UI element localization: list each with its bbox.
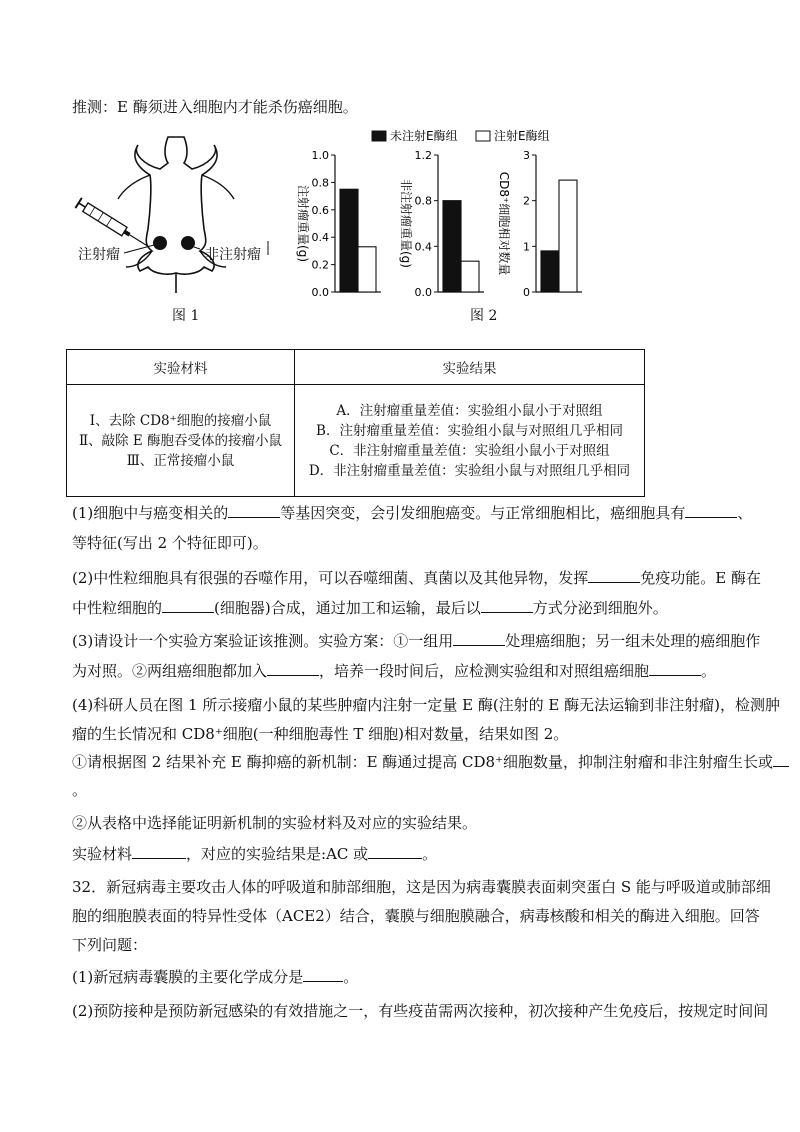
result-item: C．非注射瘤重量差值：实验组小鼠小于对照组 — [329, 442, 610, 459]
q32-line5: (2)预防接种是预防新冠感染的有效措施之一，有些疫苗需两次接种，初次接种产生免疫后，按规定时间间 — [72, 1002, 769, 1020]
bar — [358, 247, 376, 292]
table-header-results: 实验结果 — [295, 350, 645, 385]
material-item: Ⅰ、去除 CD8⁺细胞的接瘤小鼠 — [89, 412, 272, 429]
mouse-figure — [72, 125, 282, 295]
answer-blank[interactable] — [649, 661, 701, 676]
result-item: B．注射瘤重量差值：实验组小鼠与对照组几乎相同 — [316, 422, 623, 439]
intro-text: 推测：E 酶须进入细胞内才能杀伤癌细胞。 — [72, 98, 358, 116]
label-injected-tumor: 注射瘤 — [78, 247, 120, 263]
y-axis-label: 非注射瘤重量(g) — [399, 179, 413, 268]
experiment-table — [66, 349, 645, 497]
y-tick-label: 1.0 — [311, 149, 329, 162]
y-tick-label: 0.8 — [311, 176, 329, 190]
answer-blank[interactable] — [267, 661, 319, 676]
answer-blank[interactable] — [162, 598, 214, 613]
answer-blank[interactable] — [453, 631, 505, 646]
y-tick-label: 2 — [523, 194, 530, 208]
q4-line2: 瘤的生长情况和 CD8⁺细胞(一种细胞毒性 T 细胞)相对数量，结果如图 2。 — [72, 725, 569, 743]
q32-line4: (1)新冠病毒囊膜的主要化学成分是 。 — [72, 968, 359, 986]
legend-swatch — [476, 131, 490, 141]
y-tick-label: 0.4 — [311, 231, 329, 245]
y-tick-label: 0.0 — [311, 286, 329, 299]
answer-blank[interactable] — [303, 967, 343, 982]
q32-line1: 32．新冠病毒主要攻击人体的呼吸道和肺部细胞，这是因为病毒囊膜表面刺突蛋白 S 能与呼吸道或肺部细 — [72, 878, 771, 896]
bar — [541, 251, 559, 292]
material-item: Ⅱ、敲除 E 酶胞吞受体的接瘤小鼠 — [78, 432, 283, 449]
q32-line2: 胞的细胞膜表面的特异性受体（ACE2）结合，囊膜与细胞膜融合，病毒核酸和相关的酶进入细胞。回答 — [72, 907, 760, 925]
q1-line2: 等特征(写出 2 个特征即可)。 — [72, 534, 268, 552]
answer-blank[interactable] — [228, 503, 280, 518]
material-item: Ⅲ、正常接瘤小鼠 — [126, 452, 235, 469]
answer-blank[interactable] — [773, 752, 789, 767]
y-tick-label: 0.6 — [311, 203, 329, 217]
q1-line1: (1)细胞中与癌变相关的 等基因突变，会引发细胞癌变。与正常细胞相比，癌细胞具有 、 — [72, 504, 753, 522]
figure2-caption: 图 2 — [470, 308, 498, 324]
answer-blank[interactable] — [685, 503, 737, 518]
y-axis-label: 注射瘤重量(g) — [296, 185, 310, 262]
answer-blank[interactable] — [481, 598, 533, 613]
q3-line2: 为对照。②两组癌细胞都加入 ，培养一段时间后，应检测实验组和对照组癌细胞 。 — [72, 662, 717, 680]
y-tick-label: 0.8 — [414, 194, 432, 208]
figure2-charts — [290, 125, 590, 300]
q4-line3: ①请根据图 2 结果补充 E 酶抑癌的新机制：E 酶通过提高 CD8⁺细胞数量，抑制注射瘤和非注射瘤生长或 — [72, 751, 789, 772]
bar — [443, 201, 461, 292]
figure1-caption: 图 1 — [172, 308, 200, 324]
bar — [461, 261, 479, 292]
result-item: D．非注射瘤重量差值：实验组小鼠与对照组几乎相同 — [308, 462, 631, 479]
answer-blank[interactable] — [368, 844, 422, 859]
q2-line1: (2)中性粒细胞具有很强的吞噬作用，可以吞噬细菌、真菌以及其他异物，发挥 免疫功能。E 酶在 — [72, 569, 761, 587]
y-tick-label: 0.4 — [414, 240, 432, 254]
q4-line6: 实验材料 ，对应的实验结果是:AC 或 。 — [72, 845, 438, 863]
q4-line4: 。 — [72, 781, 88, 799]
materials-cell — [67, 385, 295, 497]
bar — [559, 180, 577, 292]
result-item: A．注射瘤重量差值：实验组小鼠小于对照组 — [336, 402, 603, 419]
q32-line3: 下列问题： — [72, 936, 148, 954]
q4-line1: (4)科研人员在图 1 所示接瘤小鼠的某些肿瘤内注射一定量 E 酶(注射的 E 酶无法运输到非注射瘤)，检测肿 — [72, 696, 781, 714]
q3-line1: (3)请设计一个实验方案验证该推测。实验方案：①一组用 处理癌细胞；另一组未处理的癌细胞作 — [72, 632, 761, 650]
y-tick-label: 1.2 — [414, 149, 432, 162]
results-cell — [295, 385, 645, 497]
legend-label: 未注射E酶组 — [390, 129, 458, 143]
y-axis-label: CD8⁺细胞相对数量 — [497, 171, 511, 276]
q4-line5: ②从表格中选择能证明新机制的实验材料及对应的实验结果。 — [72, 814, 478, 832]
y-tick-label: 0.2 — [311, 258, 329, 272]
y-tick-label: 1 — [523, 240, 530, 254]
answer-blank[interactable] — [132, 844, 186, 859]
y-tick-label: 0 — [523, 286, 530, 299]
legend-swatch — [372, 131, 386, 141]
y-tick-label: 0.0 — [414, 286, 432, 299]
label-non-injected-tumor: 非注射瘤 — [205, 247, 261, 263]
table-header-materials: 实验材料 — [67, 350, 295, 385]
legend-label: 注射E酶组 — [494, 129, 550, 143]
q2-line2: 中性粒细胞的 (细胞器)合成，通过加工和运输，最后以 方式分泌到细胞外。 — [72, 599, 668, 617]
y-tick-label: 3 — [523, 149, 530, 162]
bar — [340, 189, 358, 292]
answer-blank[interactable] — [588, 568, 640, 583]
